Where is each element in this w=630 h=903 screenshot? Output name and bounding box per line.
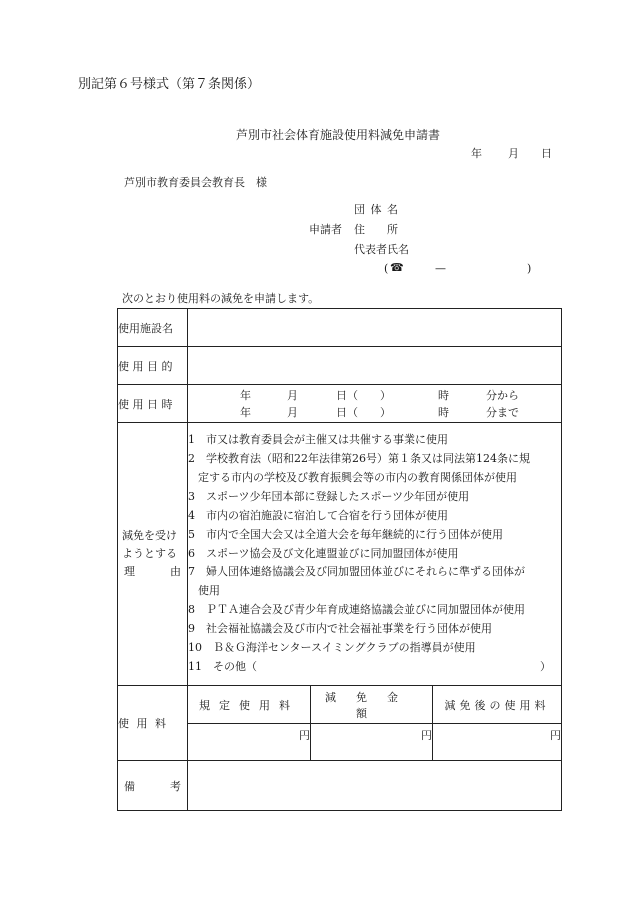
datetime-label: 使 用 日 時 [118,385,188,423]
other-open: 11 その他（ [188,659,257,673]
yen-unit: 円 [421,729,432,742]
other-close: ） [540,659,552,673]
reason-label-char: 理 [124,565,135,578]
intro-text: 次のとおり使用料の減免を申請します。 [122,292,320,305]
reason-item: 5 市内で全国大会又は全道大会を毎年継続的に行う団体が使用 [188,527,503,541]
reason-row [118,423,562,686]
yen-unit: 円 [550,729,562,742]
reason-list[interactable] [188,423,562,686]
reason-item: 4 市内の宿泊施設に宿泊して合宿を行う団体が使用 [188,508,448,522]
org-name-label: 団 体 名 [354,203,399,216]
dt-day: 日（ ） [336,405,391,419]
datetime-row [118,385,562,423]
fee-after-reduction-field[interactable] [433,724,562,761]
purpose-row [118,347,562,385]
fee-head-row [118,686,562,724]
dt-year: 年 [240,405,251,419]
dt-year: 年 [240,388,251,402]
reason-item-other [188,658,561,677]
form-title: 芦別市社会体育施設使用料減免申請書 [236,128,441,142]
dt-hour: 時 [438,388,449,402]
reason-item: 9 社会福祉協議会及び市内で社会福祉事業を行う団体が使用 [188,622,492,636]
fee-after-reduction-header: 減免後の使用料 [433,686,562,724]
remarks-label-char: 考 [170,779,181,793]
facility-row [118,309,562,347]
dt-min: 分まで [486,405,519,419]
facility-label: 使用施設名 [118,309,188,347]
reason-label-line: 減免を受け [122,529,177,542]
remarks-field[interactable] [188,761,562,811]
remarks-label-line [118,778,187,794]
reason-item: 2 学校教育法（昭和22年法律第26号）第１条又は同法第124条に規 [188,452,530,466]
representative-label: 代表者氏名 [354,243,409,256]
reduction-amount-field[interactable] [311,724,433,761]
address-label: 住 所 [354,223,398,236]
reduction-amount-header: 減免金額 [311,686,433,724]
dt-min: 分から [486,388,519,402]
dt-day: 日（ ） [336,388,391,402]
datetime-from [188,387,561,404]
phone-icon: ☎ [390,261,404,274]
purpose-field[interactable] [188,347,562,385]
reason-label-char: 由 [170,565,181,578]
reason-item: 7 婦人団体連絡協議会及び同加盟団体並びにそれらに準ずる団体が [188,565,525,579]
dt-hour: 時 [438,405,449,419]
reason-item: 3 スポーツ少年団本部に登録したスポーツ少年団が使用 [188,489,470,503]
remarks-label [118,761,188,811]
datetime-field[interactable] [188,385,562,423]
remarks-label-char: 備 [124,779,135,793]
reason-item: 8 ＰＴＡ連合会及び青少年育成連絡協議会並びに同加盟団体が使用 [188,603,525,617]
date-year: 年 [471,147,482,160]
reason-label-line: ようとする [122,547,177,560]
addressee: 芦別市教育委員会教育長 様 [124,176,267,189]
reason-label-line [118,563,187,581]
reason-item: 定する市内の学校及び教育振興会等の市内の教育関係団体が使用 [198,470,517,484]
datetime-to [188,404,561,421]
remarks-row [118,761,562,811]
reason-item: 10 Ｂ＆Ｇ海洋センタースイミングクラブの指導員が使用 [188,641,476,655]
form-number: 別記第６号様式（第７条関係） [78,77,261,92]
tel-dash: — [435,262,446,275]
dt-month: 月 [287,405,298,419]
applicant-label: 申請者 [309,223,342,236]
yen-unit: 円 [299,729,310,742]
reason-label [118,423,188,686]
tel-open: ( [384,262,389,275]
tel-close: ) [527,262,532,275]
date-day: 日 [541,147,552,160]
application-table [117,308,562,811]
reason-item: 使用 [198,584,220,598]
standard-fee-header: 規定使用料 [188,686,311,724]
fee-label: 使 用 料 [118,686,188,761]
dt-month: 月 [287,388,298,402]
reason-item: 6 スポーツ協会及び文化連盟並びに同加盟団体が使用 [188,546,459,560]
facility-field[interactable] [188,309,562,347]
reason-item: 1 市又は教育委員会が主催又は共催する事業に使用 [188,433,448,447]
date-month: 月 [508,147,519,160]
standard-fee-field[interactable] [188,724,311,761]
purpose-label: 使 用 目 的 [118,347,188,385]
